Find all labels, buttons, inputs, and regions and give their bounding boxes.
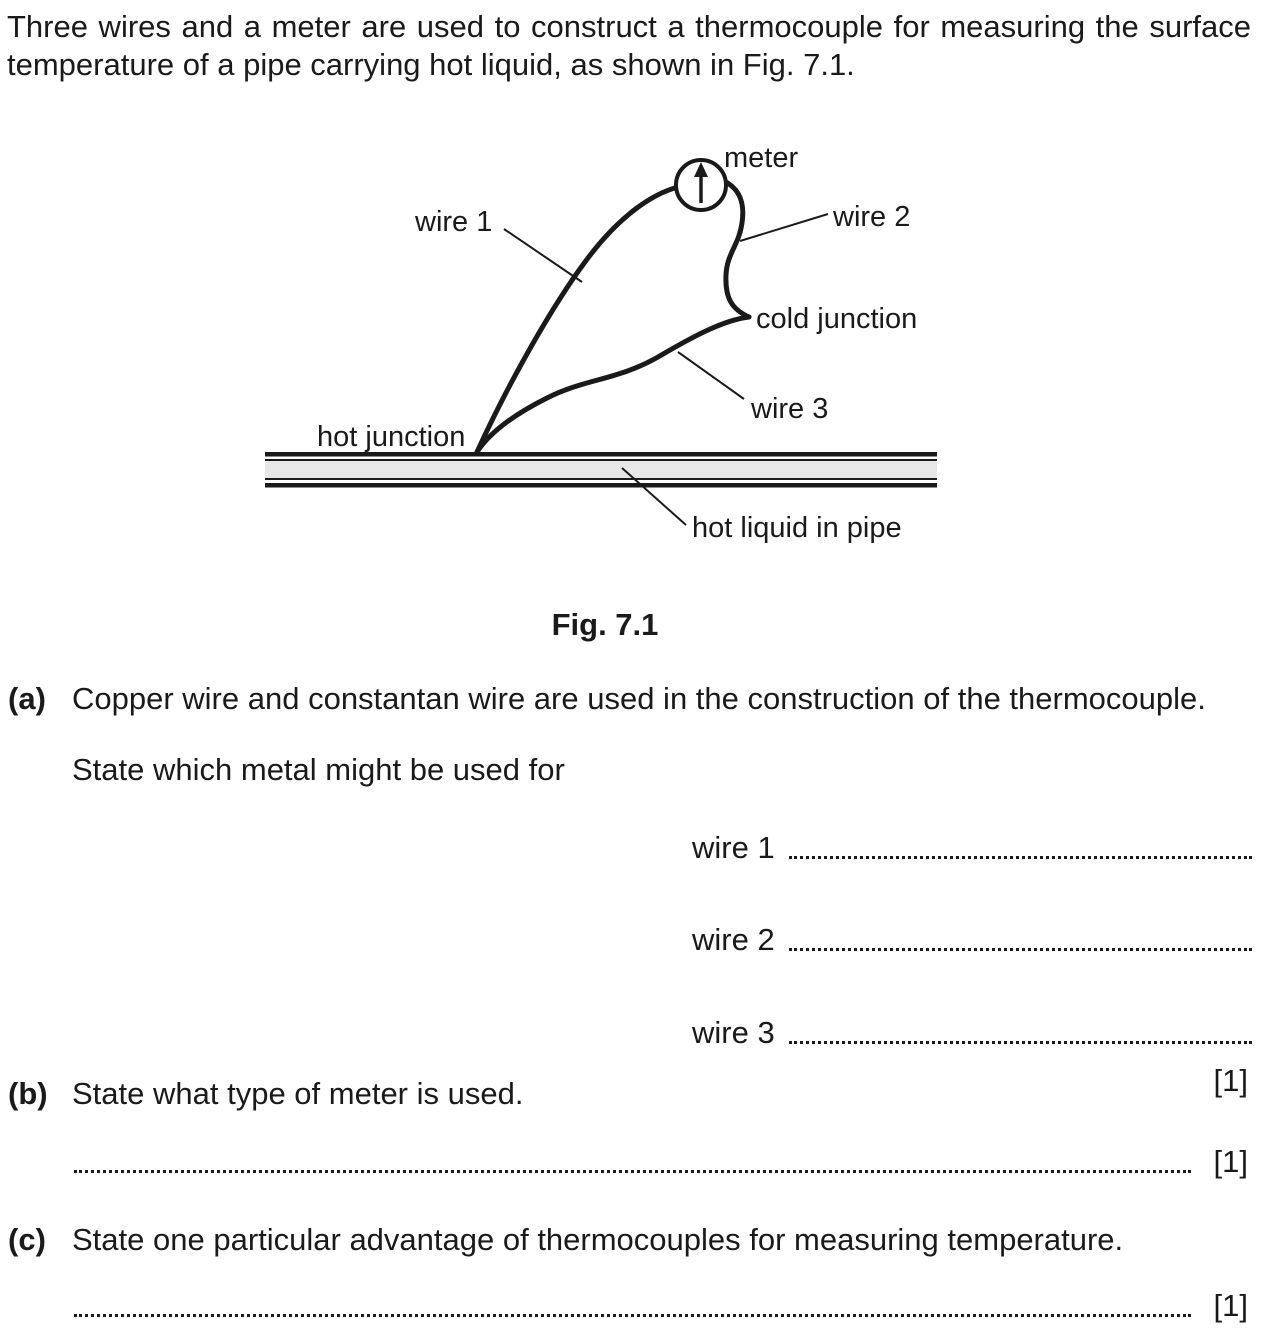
answer-line-question-c[interactable] bbox=[74, 1314, 1191, 1317]
wire-1-line bbox=[477, 187, 678, 452]
answer-label-wire-3: wire 3 bbox=[692, 1015, 775, 1050]
intro-line-1: Three wires and a meter are used to construct a thermocouple for measuring the surface bbox=[7, 9, 1251, 44]
intro-paragraph bbox=[7, 8, 1251, 84]
question-b bbox=[8, 1076, 1252, 1112]
wire-1-label: wire 1 bbox=[415, 206, 493, 238]
intro-line-2: temperature of a pipe carrying hot liquid, as shown in Fig. 7.1. bbox=[7, 47, 855, 82]
thermocouple-diagram bbox=[0, 130, 1262, 600]
question-c bbox=[8, 1222, 1252, 1258]
wire-3-leader-line bbox=[678, 352, 744, 399]
wire-3-line bbox=[477, 317, 749, 452]
question-b-text: State what type of meter is used. bbox=[72, 1076, 524, 1111]
meter-graphic bbox=[676, 160, 726, 210]
answer-row-wire-1 bbox=[692, 830, 1252, 866]
question-b-answer-row bbox=[74, 1144, 1248, 1180]
question-b-marker: (b) bbox=[8, 1076, 48, 1111]
answer-row-wire-2 bbox=[692, 922, 1252, 958]
answer-label-wire-2: wire 2 bbox=[692, 922, 775, 957]
pipe-bottom-wall bbox=[265, 483, 937, 488]
question-c-text: State one particular advantage of thermocouples for measuring temperature. bbox=[72, 1222, 1124, 1257]
question-a-subtext: State which metal might be used for bbox=[72, 752, 565, 787]
pipe-top-inner-line bbox=[265, 459, 937, 461]
answer-line-wire-3[interactable] bbox=[789, 1041, 1252, 1044]
wire-2-leader-line bbox=[740, 214, 828, 241]
answer-label-wire-1: wire 1 bbox=[692, 830, 775, 865]
wire-3-label: wire 3 bbox=[751, 393, 829, 425]
wire-2-label: wire 2 bbox=[833, 201, 911, 233]
pipe-bottom-inner-line bbox=[265, 478, 937, 480]
answer-line-wire-2[interactable] bbox=[789, 948, 1252, 951]
meter-label: meter bbox=[724, 142, 799, 174]
question-a bbox=[8, 681, 1252, 717]
question-a-marks: [1] bbox=[1213, 1063, 1248, 1098]
cold-junction-label: cold junction bbox=[756, 303, 918, 335]
wire-2-line bbox=[724, 181, 749, 317]
hot-junction-label: hot junction bbox=[317, 421, 466, 453]
question-a-text: Copper wire and constantan wire are used in the construction of the thermocouple. bbox=[72, 681, 1206, 716]
answer-line-question-b[interactable] bbox=[74, 1170, 1191, 1173]
question-a-marker: (a) bbox=[8, 681, 46, 716]
question-c-answer-row bbox=[74, 1288, 1248, 1324]
answer-row-wire-3 bbox=[692, 1015, 1252, 1051]
figure-caption: Fig. 7.1 bbox=[551, 607, 659, 642]
wire-1-leader-line bbox=[504, 229, 582, 282]
question-c-marker: (c) bbox=[8, 1222, 46, 1257]
hot-liquid-label: hot liquid in pipe bbox=[692, 512, 902, 544]
question-c-marks: [1] bbox=[1213, 1288, 1248, 1323]
question-b-marks: [1] bbox=[1213, 1144, 1248, 1179]
pipe-graphic bbox=[265, 452, 937, 488]
pipe-liquid-band bbox=[265, 461, 937, 478]
answer-line-wire-1[interactable] bbox=[789, 856, 1252, 859]
